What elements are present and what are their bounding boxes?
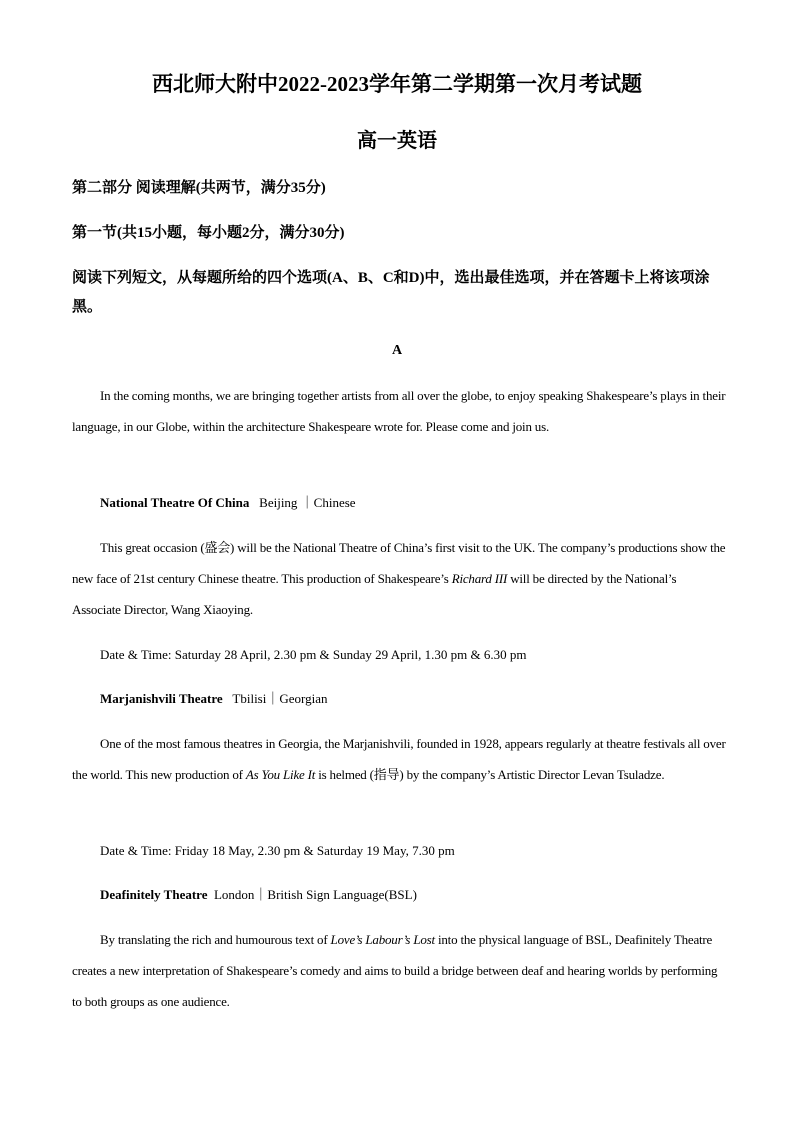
play-title: As You Like It xyxy=(245,767,316,782)
description-text: is helmed (指导) by the company’s Artistic Director Levan Tsuladze. xyxy=(315,767,665,782)
theatre-description xyxy=(72,532,727,625)
part-heading: 第二部分 阅读理解(共两节，满分35分) xyxy=(72,180,326,196)
theatre-description xyxy=(72,924,727,1017)
performance-datetime: Date & Time: Saturday 28 April, 2.30 pm & Sunday 29 April, 1.30 pm & 6.30 pm xyxy=(100,647,527,662)
theatre-name: Deafinitely Theatre xyxy=(100,887,208,902)
play-title: Love’s Labour’s Lost xyxy=(330,932,435,947)
subject-title: 高一英语 xyxy=(357,130,437,152)
theatre-description xyxy=(72,728,727,790)
passage-letter: A xyxy=(391,343,403,358)
exam-title: 西北师大附中2022-2023学年第二学期第一次月考试题 xyxy=(152,72,642,96)
theatre-info: Beijing ｜Chinese xyxy=(259,495,356,510)
theatre-heading xyxy=(100,885,417,905)
theatre-name: National Theatre Of China xyxy=(100,495,250,510)
theatre-name: Marjanishvili Theatre xyxy=(100,691,223,706)
theatre-heading xyxy=(100,689,328,709)
instruction-text: 阅读下列短文，从每题所给的四个选项(A、B、C和D)中，选出最佳选项，并在答题卡上将该项涂黑。 xyxy=(72,270,710,315)
theatre-heading xyxy=(100,493,356,513)
theatre-info: London｜British Sign Language(BSL) xyxy=(213,887,417,902)
description-text: One of the most famous theatres in Georgia, the Marjanishvili, founded in 1928, appears regularly at theatre festivals all over the world. This new production of xyxy=(72,736,726,782)
description-text: will be directed by the National’s Associate Director, Wang Xiaoying. xyxy=(72,571,677,617)
play-title: Richard III xyxy=(451,571,508,586)
passage-intro: In the coming months, we are bringing together artists from all over the globe, to enjoy speaking Shakespeare’s plays in their language, in our Globe, within the architecture Shakespeare wrote for. Please come and join us. xyxy=(72,388,726,434)
description-text: This great occasion (盛会) will be the National Theatre of China’s first visit to the UK. The company’s productions show the new face of 21st century Chinese theatre. This production of Shakespeare’s xyxy=(72,540,726,586)
description-text: into the physical language of BSL, Deafinitely Theatre creates a new interpretation of Shakespeare’s comedy and aims to build a bridge between deaf and hearing worlds by performing to both groups as one audience. xyxy=(72,932,718,1009)
performance-datetime: Date & Time: Friday 18 May, 2.30 pm & Saturday 19 May, 7.30 pm xyxy=(100,843,455,858)
description-text: By translating the rich and humourous text of xyxy=(100,932,331,947)
section-heading: 第一节(共15小题，每小题2分，满分30分) xyxy=(72,225,345,241)
theatre-info: Tbilisi｜Georgian xyxy=(232,691,328,706)
